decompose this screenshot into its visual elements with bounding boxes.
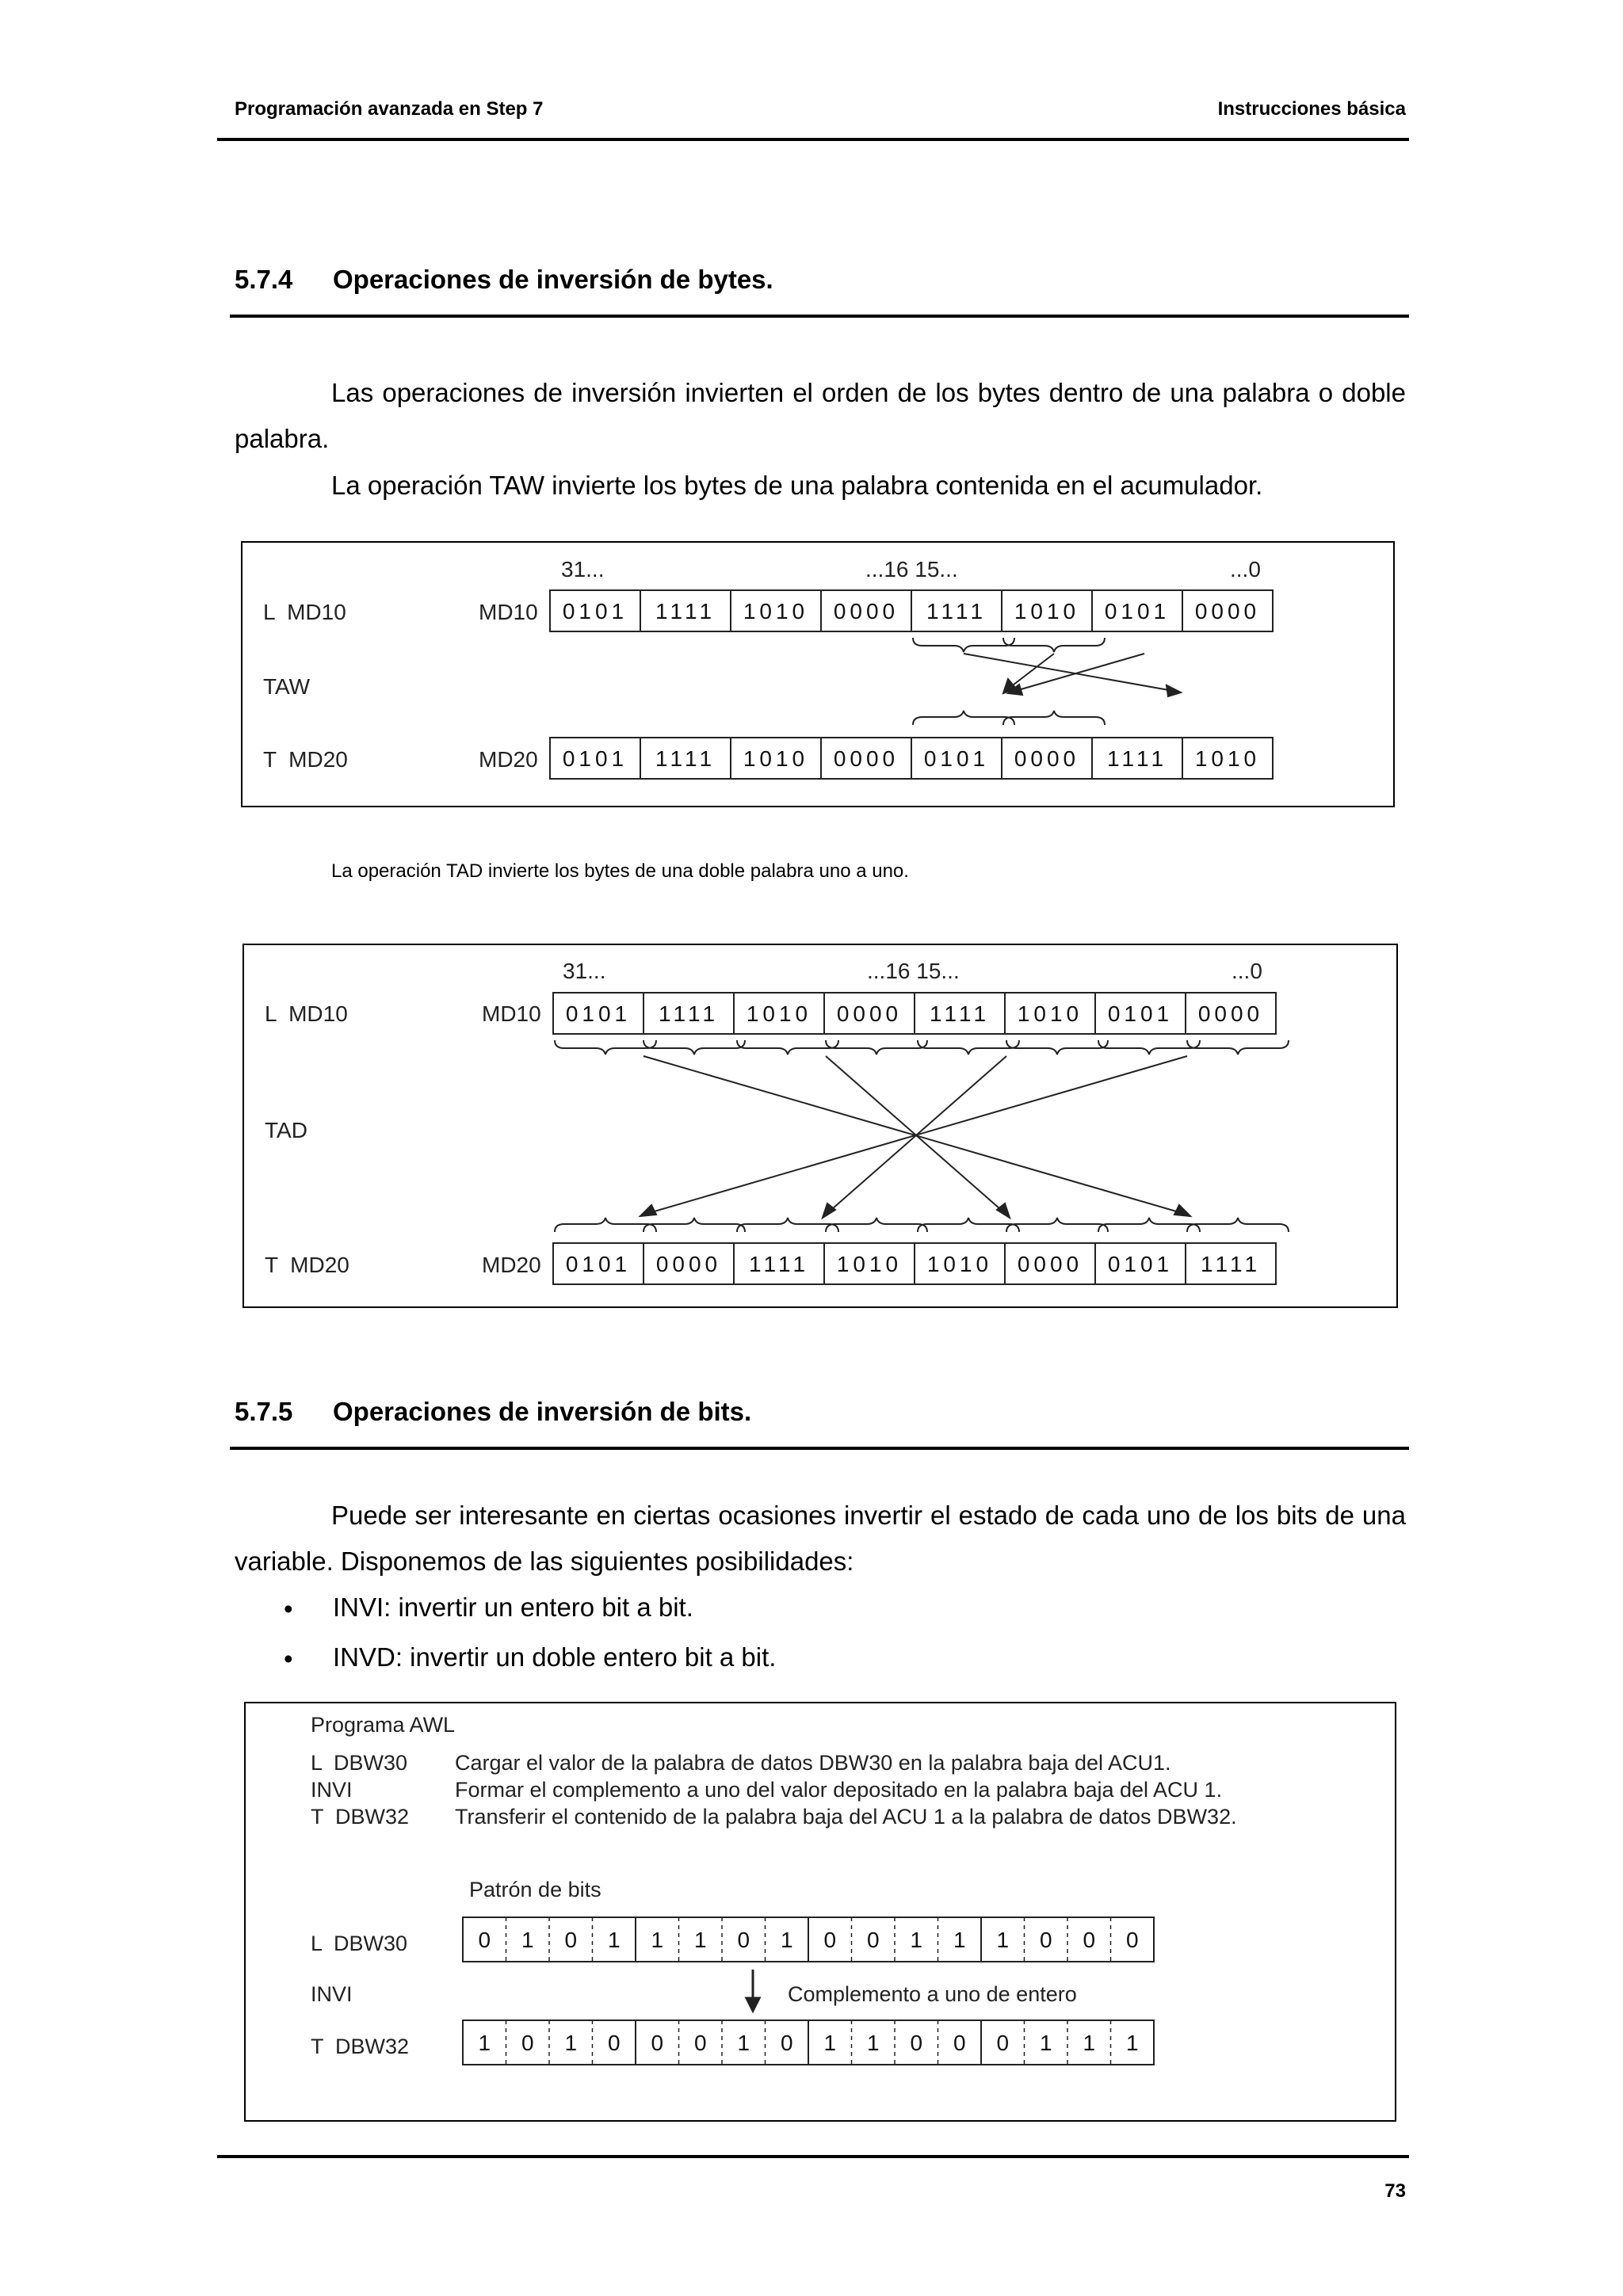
register-cell-value: 0000 [655,1252,722,1276]
register-cell-value: 1111 [929,1001,991,1026]
register-cell-value: 1010 [1014,599,1080,624]
program-instr: INVI [311,1778,353,1802]
row-instr: T DBW32 [311,2035,410,2058]
bit-value: 0 [996,2031,1010,2055]
register-cell-value: 1010 [1017,1001,1083,1026]
swap-arrows [640,1056,1190,1218]
bit-value: 1 [953,1928,966,1952]
bit-cells [463,2020,1154,2065]
footer-rule [217,2155,1409,2158]
header-left: Programación avanzada en Step 7 [235,98,544,120]
bit-value: 0 [823,1928,837,1952]
bit-value: 1 [996,1928,1010,1952]
bit-label: 31... [563,959,606,983]
register-cell-value: 1111 [1200,1252,1262,1276]
bit-value: 1 [823,2031,837,2055]
register-cell-value: 0101 [1107,1001,1174,1026]
section-rule [230,315,1409,318]
bit-value: 1 [693,1928,707,1952]
instr-label: TAW [263,674,311,699]
register-cell-value: 0000 [833,599,899,624]
section-title: Operaciones de inversión de bytes. [333,265,773,294]
bit-value: 1 [1039,2031,1052,2055]
bit-value: 1 [521,1928,534,1952]
bit-label: 31... [561,557,605,582]
section-number: 5.7.5 [235,1397,293,1426]
section-rule [230,1447,1409,1450]
bit-value: 0 [780,2031,793,2055]
bit-label: ...16 15... [865,557,958,582]
byte-braces [555,1040,1289,1232]
register-cell-value: 1010 [746,1001,812,1026]
paragraph: La operación TAW invierte los bytes de una palabra contenida en el acumulador. [331,471,1263,500]
register-cell-value: 0000 [1014,746,1080,771]
page-number: 73 [1384,2180,1406,2202]
register-cell-value: 1010 [743,599,809,624]
section-title: Operaciones de inversión de bits. [333,1397,752,1426]
row-instr: INVI [311,1982,353,2006]
instr-label: T MD20 [265,1253,349,1277]
swap-arrows [964,654,1181,696]
register-cells [550,590,1273,631]
bit-value: 1 [910,1928,923,1952]
instr-label: L MD10 [265,1001,348,1026]
section-number: 5.7.4 [235,265,293,294]
taw-diagram [241,541,1395,807]
register-label: MD10 [479,600,538,624]
invert-note: Complemento a uno de entero [788,1982,1077,2006]
bit-value: 0 [693,2031,707,2055]
bit-value: 0 [866,1928,880,1952]
register-cell-value: 1111 [655,746,716,771]
bit-value: 0 [1125,1928,1139,1952]
caption: La operación TAD invierte los bytes de una doble palabra uno a uno. [331,860,909,882]
row-instr: L DBW30 [311,1932,408,1955]
register-label: MD10 [482,1001,541,1026]
bit-value: 0 [564,1928,578,1952]
bit-value: 1 [866,2031,880,2055]
bullet-dot: • [284,1594,293,1623]
register-cell-value: 1111 [658,1001,720,1026]
instr-label: T MD20 [263,747,348,772]
register-label: MD20 [482,1253,541,1277]
register-cells [553,1243,1276,1284]
program-desc: Formar el complemento a uno del valor depositado en la palabra baja del ACU 1. [455,1778,1223,1802]
bit-value: 1 [607,1928,621,1952]
register-cell-value: 1111 [1106,746,1168,771]
bit-cells [463,1917,1154,1962]
program-title: Programa AWL [311,1713,456,1737]
bit-value: 1 [651,1928,664,1952]
register-cell-value: 0000 [836,1001,903,1026]
bit-value: 0 [478,1928,491,1952]
bit-value: 1 [737,2031,750,2055]
register-cell-value: 0101 [1104,599,1170,624]
register-cell-value: 0101 [565,1001,632,1026]
register-cell-value: 1010 [836,1252,903,1276]
program-desc: Transferir el contenido de la palabra baja del ACU 1 a la palabra de datos DBW32. [455,1805,1237,1829]
bullet-text: INVD: invertir un doble entero bit a bit. [333,1642,777,1672]
register-cell-value: 1111 [655,599,716,624]
register-cell-value: 0101 [562,746,628,771]
register-cell-value: 0000 [833,746,899,771]
down-arrow [747,1970,759,2011]
bit-value: 1 [1125,2031,1139,2055]
register-cell-value: 0101 [562,599,628,624]
bit-label: ...0 [1232,959,1262,983]
register-cells [550,738,1273,779]
register-label: MD20 [479,747,538,772]
register-cell-value: 1010 [743,746,809,771]
bit-value: 0 [910,2031,923,2055]
program-instr: L DBW30 [311,1751,408,1775]
bullet-dot: • [284,1644,293,1673]
header-rule [217,138,1409,141]
program-desc: Cargar el valor de la palabra de datos DBW30 en la palabra baja del ACU1. [455,1751,1171,1775]
bit-value: 0 [1039,1928,1052,1952]
register-cell-value: 0000 [1017,1252,1083,1276]
instr-label: TAD [265,1118,307,1142]
register-cell-value: 1111 [748,1252,810,1276]
paragraph: Las operaciones de inversión invierten el orden de los bytes dentro de una palabra o doble palabra. [235,378,1406,453]
register-cell-value: 0000 [1197,1001,1264,1026]
register-cell-value: 0000 [1194,599,1261,624]
bit-value: 0 [607,2031,621,2055]
bit-value: 0 [737,1928,750,1952]
bit-label: ...0 [1230,557,1261,582]
bit-value: 0 [953,2031,966,2055]
tad-diagram [242,944,1398,1308]
bit-label: ...16 15... [867,959,960,983]
register-cells [553,993,1276,1034]
register-cell-value: 1010 [926,1252,993,1276]
invi-diagram [244,1702,1396,2122]
bit-value: 1 [478,2031,491,2055]
register-cell-value: 0101 [923,746,990,771]
register-cell-value: 1111 [926,599,987,624]
header-right: Instrucciones básica [1217,98,1406,120]
register-cell-value: 0101 [565,1252,632,1276]
bit-value: 1 [564,2031,578,2055]
bit-value: 0 [521,2031,534,2055]
register-cell-value: 0101 [1107,1252,1174,1276]
bit-value: 0 [1083,1928,1096,1952]
bit-value: 1 [780,1928,793,1952]
program-instr: T DBW32 [311,1805,410,1829]
instr-label: L MD10 [263,600,346,624]
paragraph: Puede ser interesante en ciertas ocasiones invertir el estado de cada uno de los bits de una variable. Disponemos de las siguientes posibilidades: [235,1501,1406,1576]
bit-value: 0 [651,2031,664,2055]
bullet-text: INVI: invertir un entero bit a bit. [333,1592,693,1622]
register-cell-value: 1010 [1194,746,1261,771]
bit-value: 1 [1083,2031,1096,2055]
pattern-label: Patrón de bits [469,1878,601,1901]
